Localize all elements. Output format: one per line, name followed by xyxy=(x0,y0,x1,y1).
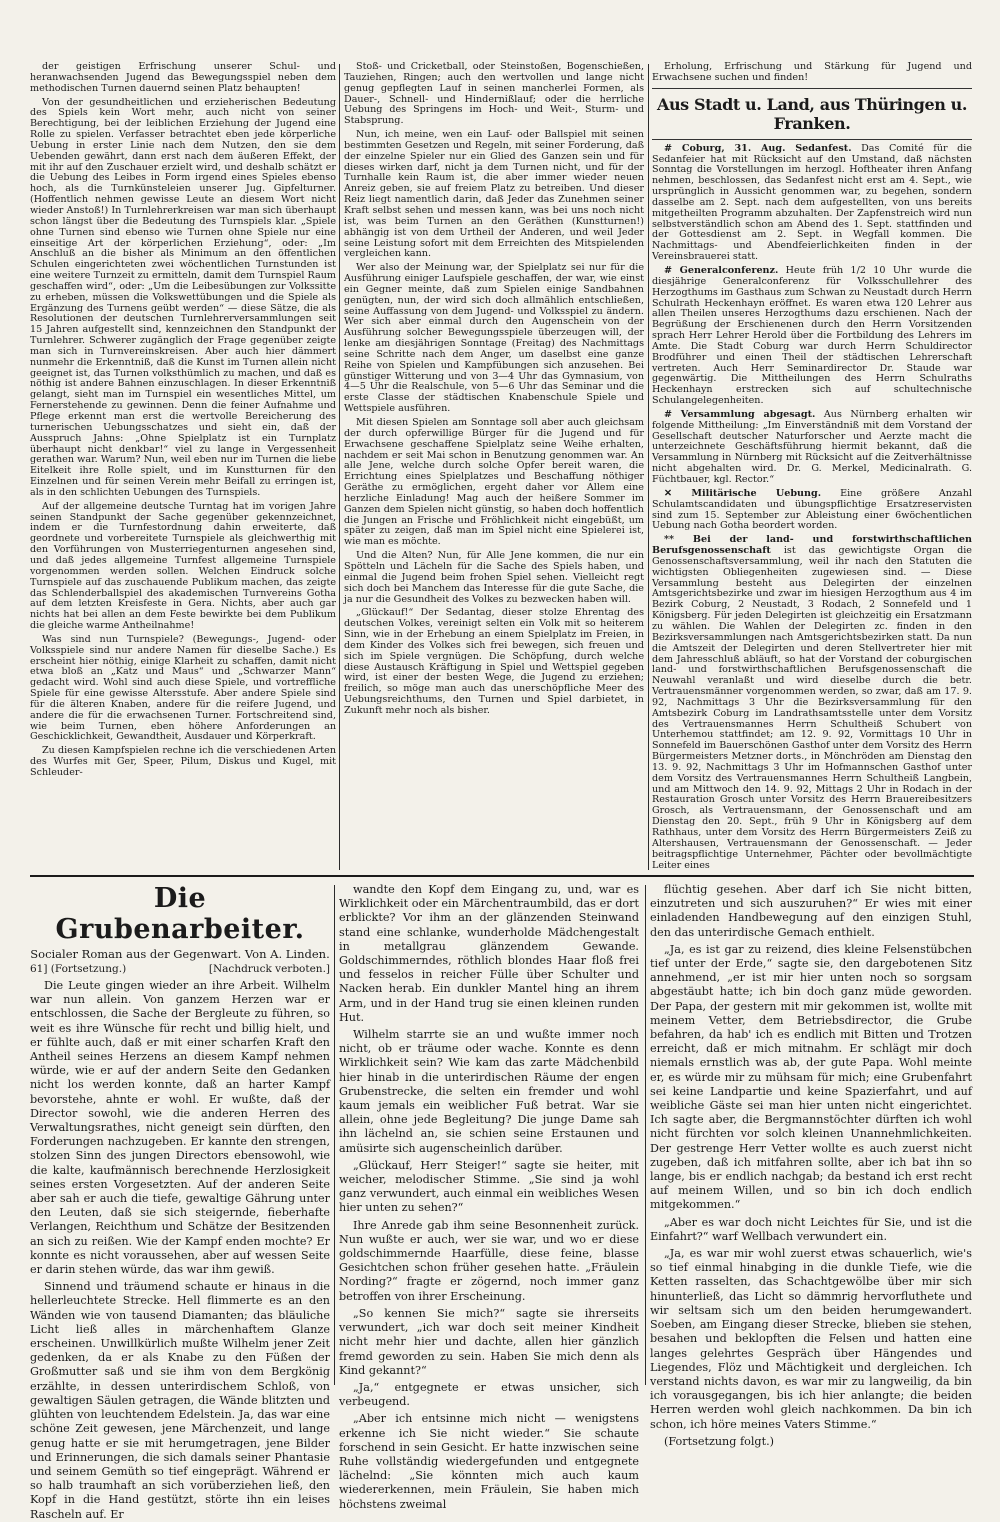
news-item-text: Eine größere Anzahl Schulamtscandidaten und übungspflichtige Ersatzreservisten sind zum 15. September zur Ableistung einer 6wöchentlichen Uebung nach Gotha beordert worden. xyxy=(652,487,972,532)
paragraph: „Glückauf!“ Der Sedantag, dieser stolze Ehrentag des deutschen Volkes, vereinigt selten ein Volk mit so heiterem Sinn, wie in der Erhebung an einem Spielplatz im Freien, in dem Kinder des Volkes sich frei bewegen, sich freuen und sich im Spiele vergnügen. Die Schöpfung, durch welche diese Austausch Kräftigung in Spiel und Wettspiel gegeben wird, ist einer der besten Wege, die Jugend zu erziehen; freilich, so möge man auch das unerschöpfliche Meer des Uebungsreichthums, den Turnen und Spiel darbietet, in Zukunft mehr noch als bisher. xyxy=(344,607,644,716)
novel-meta xyxy=(30,963,330,975)
paragraph: Wilhelm starrte sie an und wußte immer noch nicht, ob er träume oder wache. Konnte es denn Wirklichkeit sein? Wie kam das zarte Mädchenbild hier hinab in die unterirdischen Räume der engen Grubenstrecke, die selten ein fremder und wohl kaum jemals ein weiblicher Fuß betrat. War sie allein, ohne jede Begleitung? Die junge Dame sah ihn lächelnd an, sie schien seine Erstaunen und amüsirte sich augenscheinlich darüber. xyxy=(339,1028,639,1155)
paragraph: wandte den Kopf dem Eingang zu, und, war es Wirklichkeit oder ein Märchentraumbild, das er dort erblickte? Vor ihm an der glänzenden Steinwand stand eine schlanke, wunderholde Mädchengestalt in metallgrau glänzendem Gewande. Goldschimmerndes, röthlich blondes Haar floß frei und fesselos in reicher Fülle über Schulter und Nacken herab. Ein dunkler Mantel hing an ihrem Arm, und in der Hand trug sie einen kleinen runden Hut. xyxy=(339,883,639,1024)
reprint-note: [Nachdruck verboten.] xyxy=(208,963,330,975)
news-item-text: Heute früh 1/2 10 Uhr wurde die diesjährige Generalconferenz für Volksschullehrer des Herzogthums im Gasthaus zum Schwan zu Neustadt durch Herrn Schulrath Heckenhayn eröffnet. Es waren etwa 120 Lehrer aus allen Theilen unseres Herzogthums dazu erschienen. Nach der Begrüßung der Erschienenen durch den Herrn Vorsitzenden sprach Herr Lehrer Herold über die Fortbildung des Lehrers im Amte. Die Stadt Coburg war durch Herrn Schuldirector Brodführer und einen Theil der städtischen Lehrerschaft vertreten. Auch Herr Seminardirector Dr. Staude war gegenwärtig. Die Mittheilungen des Herrn Schulraths Heckenhayn erstrecken sich auf schultechnische Schulangelegenheiten. xyxy=(652,264,972,407)
paragraph: Was sind nun Turnspiele? (Bewegungs-, Jugend- oder Volksspiele sind nur andere Namen für dieselbe Sache.) Es erscheint hier nöthig, einige Klarheit zu schaffen, damit nicht etwa bloß an „Katz und Maus“ und „Schwarzer Mann“ gedacht wird. Wohl sind auch diese Spiele, und vortreffliche Spiele für eine gewisse Altersstufe. Aber andere Spiele sind für die älteren Knaben, andere für die reifere Jugend, und andere die für die erwachsenen Turner. Fortschreitend sind, wie beim Turnen, eben höhere Anforderungen an Geschicklichkeit, Gewandtheit, Ausdauer und Körperkraft. xyxy=(30,633,336,743)
novel-title: Die Grubenarbeiter. xyxy=(55,883,305,945)
paragraph: Wer also der Meinung war, der Spielplatz sei nur für die Ausführung einiger Laufspiele geschaffen, der war, wie einst ein Gegner meinte, daß zum Spielen einige Sandbahnen genügten, nun, der wird sich doch allmählich entschließen, seine Auffassung von dem Jugend- und Volksspiel zu ändern. Wer sich aber einmal durch den Augenschein von der Ausführung solcher Bewegungsspiele überzeugen will, der lenke am diesjährigen Sonntage (Freitag) des Nachmittags seine Schritte nach dem Anger, um daselbst eine ganze Reihe von Spielen und Kampfübungen sich anzusehen. Bei günstiger Witterung und von 3—4 Uhr das Gymnasium, von 4—5 Uhr die Realschule, von 5—6 Uhr das Seminar und die erste Classe der städtischen Knabenschule Spiele und Wettspiele ausführen. xyxy=(344,262,644,415)
news-item xyxy=(652,535,972,871)
news-item-heading: # Versammlung abgesagt. xyxy=(664,408,816,420)
paragraph: Mit diesen Spielen am Sonntage soll aber auch gleichsam der durch opferwillige Bürger für die Jugend und für Erwachsene geschaffene Spielplatz seine Weihe erhalten, nachdem er seit Mai schon in Benutzung genommen war. An alle Jene, welche durch solche Opfer bereit waren, die Errichtung eines Spielplatzes und Beschaffung nöthiger Geräthe zu ermöglichen, ergeht daher vor Allem eine herzliche Einladung! Mag auch der heißere Sommer im Ganzen dem Spielen nicht günstig, so haben doch hoffentlich die Jungen an Frische und Fröhlichkeit nicht eingebüßt, um später zu zeigen, daß man im Spiel nicht eine Spielerei ist, wie man es möchte. xyxy=(344,417,644,548)
news-item-heading: # Generalconferenz. xyxy=(664,264,779,276)
paragraph: „Ja,“ entgegnete er etwas unsicher, sich verbeugend. xyxy=(339,1380,639,1409)
paragraph: „Ja, es war mir wohl zuerst etwas schauerlich, wie's so tief einmal hinabging in die dunkle Tiefe, wie die Ketten rasselten, das Schachtgewölbe über mir sich hinunterließ, das Licht so dämmrig hervorfluthete und wir seltsam sich um den beiden herumgewandert. Soeben, am Eingang dieser Strecke, blieben sie stehen, besahen und beklopften die Felsen und hatten eine langes gelehrtes Gespräch über Hängendes und Liegendes, Flöz und Mächtigkeit und dergleichen. Ich verstand nichts davon, es war mir zu langweilig, da bin ich vorausgegangen, bis ich hier anlangte; die beiden Herren werden wohl gleich nachkommen. Da bin ich schon, ich höre meines Vaters Stimme.“ xyxy=(650,1247,972,1431)
paragraph: Und die Alten? Nun, für Alle Jene kommen, die nur ein Spötteln und Lächeln für die Sache des Spiels haben, und einmal die Jugend beim frohen Spiel sehen. Vielleicht regt sich doch bei Manchem das Interesse für die gute Sache, die ja nur die Gesundheit des Volkes zu bezwecken haben will. xyxy=(344,550,644,605)
continuation-note: (Fortsetzung folgt.) xyxy=(664,1434,775,1448)
news-item xyxy=(652,410,972,486)
column-divider xyxy=(648,64,649,870)
novel-subtitle: Socialer Roman aus der Gegenwart. Von A. Linden. xyxy=(30,947,330,961)
paragraph: Sinnend und träumend schaute er hinaus in die hellerleuchtete Strecke. Hell flimmerte es an den Wänden wie von tausend Diamanten; das bläuliche Licht ließ alles in märchenhaftem Glanze erscheinen. Unwillkürlich mußte Wilhelm jener Zeit gedenken, da er als Knabe zu den Füßen der Großmutter saß und sie ihm von dem Bergkönig erzählte, in dessen unterirdischem Schloß, von gewaltigen Säulen getragen, die Wände blitzten und glühten von leuchtendem Edelstein. Ja, das war eine schöne Zeit gewesen, jene Märchenzeit, und lange genug hatte er sie mit herumgetragen, jene Bilder und Erinnerungen, die sich damals seiner Phantasie und seinem Gemüth so tief eingeprägt. Während er so halb traumhaft an sich vorüberziehen ließ, den Kopf in die Hand gestützt, störte ihn ein leises Rascheln auf. Er xyxy=(30,1280,330,1521)
paragraph: der geistigen Erfrischung unserer Schul- und heranwachsenden Jugend das Bewegungsspiel neben dem methodischen Turnen dauernd seinen Platz behaupten! xyxy=(30,61,336,94)
top-column-1 xyxy=(30,62,336,870)
news-item xyxy=(652,489,972,532)
novel-column-1 xyxy=(30,883,330,1521)
column-divider xyxy=(339,64,340,870)
paragraph: „So kennen Sie mich?“ sagte sie ihrerseits verwundert, „ich war doch seit meiner Kindheit nicht mehr hier und dachte, allen hier gänzlich fremd geworden zu sein. Haben Sie mich denn als Kind gekannt?“ xyxy=(339,1306,639,1377)
paragraph: „Aber ich entsinne mich nicht — wenigstens erkenne ich Sie nicht wieder.“ Sie schaute forschend in sein Gesicht. Er hatte inzwischen seine Ruhe vollständig wiedergefunden und entgegnete lächelnd: „Sie könnten mich auch kaum wiedererkennen, mein Fräulein, Sie haben mich höchstens zweimal xyxy=(339,1412,639,1511)
news-item-text: Das Comité für die Sedanfeier hat mit Rücksicht auf den Umstand, daß nächsten Sonntag die Vorstellungen im herzogl. Hoftheater ihren Anfang nehmen, beschlossen, das Sedanfest nicht erst am 4. Sept., wie ursprünglich in Aussicht genommen war, zu begehen, sondern dasselbe am 2. Sept. nach dem aufgestellten, von uns bereits mitgetheilten Programm abzuhalten. Der Zapfenstreich wird nun selbstverständlich schon am Abend des 1. Sept. stattfinden und der Gottesdienst am 2. Sept. in Wegfall kommen. Die Nachmittags- und Abendfeierlichkeiten finden in der Vereinsbrauerei statt. xyxy=(652,142,972,263)
news-item xyxy=(652,266,972,407)
novel-text-part2 xyxy=(339,883,639,1512)
novel-text-part1 xyxy=(30,979,330,1522)
paragraph: „Aber es war doch nicht Leichtes für Sie, und ist die Einfahrt?“ warf Wellbach verwundert ein. xyxy=(650,1215,972,1243)
novel-column-2 xyxy=(339,883,639,1511)
paragraph: Zu diesen Kampfspielen rechne ich die verschiedenen Arten des Wurfes mit Ger, Speer, Pilum, Diskus und Kugel, mit Schleuder- xyxy=(30,745,336,778)
paragraph: Die Leute gingen wieder an ihre Arbeit. Wilhelm war nun allein. Von ganzem Herzen war er entschlossen, die Sache der Bergleute zu führen, so weit es ihre Wünsche für recht und billig hielt, und er fühlte auch, daß er mit einer scharfen Kraft den Antheil seines Herzens an diesem Kampf nehmen würde, wie er auf der andern Seite den Gedanken nicht los werden konnte, daß an harter Kampf bevorstehe, ahnte er wohl. Er wußte, daß der Director sowohl, wie die anderen Herren des Verwaltungsrathes, nicht geneigt sein dürften, den Forderungen nachzugeben. Er kannte den strengen, stolzen Sinn des jungen Directors ebensowohl, wie die kalte, kaufmännisch berechnende Herzlosigkeit seines ersten Vorgesetzten. Auf der anderen Seite aber sah er auch die tiefe, gewaltige Gährung unter den Leuten, daß sie sich steigernde, fieberhafte Verlangen, Reichthum und Schätze der Besitzenden an sich zu reißen. Wie der Kampf enden mochte? Er konnte es nicht voraussehen, aber auf wessen Seite er darin stehen würde, das war ihm gewiß. xyxy=(30,979,330,1277)
section-rule xyxy=(652,88,972,89)
paragraph: Stoß- und Cricketball, oder Steinstoßen, Bogenschießen, Tauziehen, Ringen; auch den wertvollen und lange nicht genug gepflegten Lauf in seinen mancherlei Formen, als Dauer-, Schnell- und Hindernißlauf; oder die herrliche Uebung des Springens im Hoch- und Weit-, Sturm- und Stabsprung. xyxy=(344,61,644,127)
column-divider xyxy=(645,885,646,1385)
top-column-2 xyxy=(344,62,644,870)
section-rule xyxy=(652,139,972,140)
column-divider xyxy=(334,885,335,1385)
news-item-heading: # Coburg, 31. Aug. Sedanfest. xyxy=(664,142,852,154)
paragraph: Ihre Anrede gab ihm seine Besonnenheit zurück. Nun wußte er auch, wer sie war, und wo er diese goldschimmernde Haarfülle, diese feine, blasse Gesichtchen schon früher gesehen hatte. „Fräulein Nording?“ fragte er zögernd, noch immer ganz betroffen von ihrer Erscheinung. xyxy=(339,1218,639,1303)
section-title-local-news: Aus Stadt u. Land, aus Thüringen u. Franken. xyxy=(656,94,968,133)
novel-text-part3 xyxy=(650,883,972,1432)
paragraph: Von der gesundheitlichen und erzieherischen Bedeutung des Spiels kein Wort mehr, auch nicht von seiner Berechtigung, bei der leiblichen Erziehung der Jugend eine Rolle zu spielen. Verfasser betrachtet eben jede körperliche Uebung in erster Linie nach dem Nutzen, den sie dem Uebenden gewährt, dann erst nach dem äußeren Effekt, der mit ihr auf den Zuschauer erzielt wird, und deshalb schätzt er die Uebung des Leibes in Form irgend eines Spieles ebenso hoch, als die Turnkünsteleien unserer Jug. Gipfelturner. (Hoffentlich nehmen gewisse Leute an diesem Wort nicht wieder Anstoß!) In Turnlehrerkreisen war man sich überhaupt schon längst über die Bedeutung des Turnspiels klar. „Spiele ohne Turnen sind ebenso wie Turnen ohne Spiele nur eine einseitige Art der körperlichen Erziehung“, oder: „Im Anschluß an die bisher als Minimum an den öffentlichen Schulen eingerichteten zwei wöchentlichen Turnstunden ist eine weitere Turnzeit zu ermitteln, damit dem Turnspiel Raum geschaffen wird“, oder: „Um die Leibesübungen zur Volkssitte zu erheben, müssen die Volkswettübungen und die Spiele als Ergänzung des Turnens geübt werden“ — diese Sätze, die als Resolutionen der deutschen Turnlehrerversammlungen seit 15 Jahren aufgestellt sind, kennzeichnen den Standpunkt der Turnlehrer. Schwerer zugänglich der Frage gegenüber zeigte man sich in Turnvereinskreisen. Aber auch hier dämmert nunmehr die Erkenntniß, daß die Kunst im Turnen allein nicht geeignet ist, das Turnen volksthümlich zu machen, und daß es nöthig ist andere Bahnen einzuschlagen. In dieser Erkenntniß gelangt, sieht man im Turnspiel ein wesentliches Mittel, um Fernerstehende zu gewinnen. Denn die feiner Aufnahme und Pflege erkennt man erst die wertvolle Bereicherung des turnerischen Uebungsschatzes und sieht ein, daß der Ausspruch Jahns: „Ohne Spielplatz ist ein Turnplatz überhaupt nicht denkbar!“ viel zu lange in Vergessenheit gerathen war. Warum? Nun, weil eben nur im Turnen die liebe Eitelkeit ihre Rolle spielt, und im Kunstturnen für den Einzelnen und für seinen Verein mehr Beifall zu erringen ist, als in den schlichten Uebungen des Turnspiels. xyxy=(30,96,336,498)
installment-number: 61] (Fortsetzung.) xyxy=(30,963,127,975)
top-column-3 xyxy=(652,62,972,870)
paragraph: „Glückauf, Herr Steiger!“ sagte sie heiter, mit weicher, melodischer Stimme. „Sie sind ja wohl ganz verwundert, auch einmal ein weibliches Wesen hier unten zu sehen?“ xyxy=(339,1158,639,1215)
local-news-items xyxy=(652,144,972,872)
article-turnspiele-part2 xyxy=(344,62,644,717)
section-divider xyxy=(30,875,974,877)
news-item-heading: ✕ Militärische Uebung. xyxy=(664,487,822,499)
novel-column-3 xyxy=(650,883,972,1448)
paragraph: flüchtig gesehen. Aber darf ich Sie nicht bitten, einzutreten und sich auszuruhen?“ Er wies mit einer einladenden Handbewegung auf den einzigen Stuhl, den das unterirdische Gemach enthielt. xyxy=(650,883,972,939)
paragraph: Auf der allgemeine deutsche Turntag hat im vorigen Jahre seinen Standpunkt der Sache gegenüber gekennzeichnet, indem er die Turnfestordnung dahin erweiterte, daß geordnete und vorbereitete Turnspiele als gleichwerthig mit den Vorführungen von Musterriegenturnen angesehen sind, und daß jedes allgemeine Turnfest allgemeine Turnspiele vorgenommen werden sollen. Welchen Eindruck solche Turnspiele auf das zuschauende Publikum machen, das zeigte das Schlenderballspiel des akademischen Turnvereins Gotha auf dem letzten Kreisfeste in Gera. Nichts, aber auch gar nichts hat bei allen an dem Feste bewirkte bei dem Publikum die gleiche warme Antheilnahme! xyxy=(30,500,336,632)
paragraph: Nun, ich meine, wen ein Lauf- oder Ballspiel mit seinen bestimmten Gesetzen und Regeln, mit seiner Forderung, daß der einzelne Spieler nur ein Glied des Ganzen sein und für dieses wirken darf, nicht ja dem Turnen nicht, und für der Turnhalle kein Raum ist, die aber immer wieder neuen Anreiz geben, sie auf freiem Platz zu betreiben. Und dieser Reiz liegt namentlich darin, daß Jeder das Zunehmen seiner Kraft selbst sehen und messen kann, was bei uns noch nicht ist, was beim Turnen an den Geräthen (Kunstturnen!) abhängig ist von dem Urtheil der Anderen, und weil Jeder seine Leistung sofort mit dem Erreichten des Mitspielenden vergleichen kann. xyxy=(344,129,644,260)
article-turnspiele-part1 xyxy=(30,62,336,779)
article-turnspiele-end: Erholung, Erfrischung und Stärkung für Jugend und Erwachsene suchen und finden! xyxy=(652,61,972,83)
news-item-text: Aus Nürnberg erhalten wir folgende Mittheilung: „Im Einverständniß mit dem Vorstand der Gesellschaft deutscher Naturforscher und Aerzte macht die unterzeichnete Geschäftsführung hiermit bekannt, daß die Versammlung in Nürnberg mit Rücksicht auf die Zeitverhältnisse nicht abgehalten wird. Dr. G. Merkel, Medicinalrath. G. Füchtbauer, kgl. Rector.“ xyxy=(652,408,972,485)
news-item-heading: ** Bei der land- und forstwirthschaftlichen Berufsgenossenschaft xyxy=(652,534,972,557)
paragraph: „Ja, es ist gar zu reizend, dies kleine Felsenstübchen tief unter der Erde,“ sagte sie, den dargebotenen Sitz annehmend, „er ist mir hier unten noch so sorgsam abgestäubt hatte; ich bin doch ganz müde geworden. Der Papa, der gestern mit mir gekommen ist, wollte mit meinem Vetter, dem Betriebsdirector, die Grube befahren, da hab' ich es endlich mit Bitten und Trotzen erreicht, daß er mich mitnahm. Er schlägt mir doch niemals ernstlich was ab, der gute Papa. Wohl meinte er, es würde mir zu mühsam für mich; eine Grubenfahrt sei keine Landpartie und keine Spazierfahrt, und auf weibliche Gäste sei man hier unten nicht eingerichtet. Ich sagte aber, die Bergmannstöchter dürften ich wohl nicht fürchten vor solch kleinen Unannehmlichkeiten. Der gestrenge Herr Vetter wollte es auch zuerst nicht zugeben, daß ich mitfahren sollte, aber ich bat ihn so lange, bis er endlich nachgab; da bestand ich erst recht auf meinem Willen, und so bin ich doch endlich mitgekommen.“ xyxy=(650,942,972,1212)
news-item xyxy=(652,144,972,263)
news-item-text: ist das gewichtigste Organ die Genossenschaftsversammlung, weil ihr nach den Statuten die wichtigsten Obliegenheiten zugewiesen sind. — Diese Versammlung besteht aus Delegirten der einzelnen Amtsgerichtsbezirke und zwar im hiesigen Herzogthum aus 4 im Bezirk Coburg, 2 Neustadt, 3 Rodach, 2 Sonnefeld und 1 Königsberg. Für jeden Delegirten ist gleichzeitig ein Ersatzmann zu wählen. Die Wahlen der Delegirten zc. finden in den Bezirksversammlungen nach Amtsgerichtsbezirken statt. Da nun die Amtszeit der Delegirten und deren Stellvertreter hier mit dem Jahresschluß abläuft, so hat der Vorstand der coburgischen land- und forstwirthschaftlichen Berufsgenossenschaft die Neuwahl veranlaßt und wird dieselbe durch die betr. Vertrauensmänner vorgenommen werden, so zwar, daß am 17. 9. 92, Nachmittags 3 Uhr die Bezirksversammlung für den Amtsbezirk Coburg im Landrathsamtsstelle unter dem Vorsitz des Vertrauensmannes Herrn Schultheiß Schubert von Unterhemou stattfindet; am 12. 9. 92, Vormittags 10 Uhr in Sonnefeld im Bauerschönen Gasthof unter dem Vorsitz des Herrn Bürgermeisters Metzner dorts., in Mönchröden am Dienstag den 13. 9. 92, Nachmittags 3 Uhr im Hofmannschen Gasthof unter dem Vorsitz des Vertrauensmannes Herrn Schultheiß Langbein, und am Mittwoch den 14. 9. 92, Mittags 2 Uhr in Rodach in der Restauration Grosch unter Vorsitz des Herrn Brauereibesitzers Grosch, als Vertrauensmann, der Genossenschaft und am Dienstag den 20. Sept., früh 9 Uhr in Königsberg auf dem Rathhaus, unter dem Vorsitz des Herrn Bürgermeisters Zeiß zu Altershausen, Vertrauensmann der Genossenschaft. — Jeder beitragspflichtige Unternehmer, Pächter oder bevollmächtigte Leiter eines xyxy=(652,545,972,871)
